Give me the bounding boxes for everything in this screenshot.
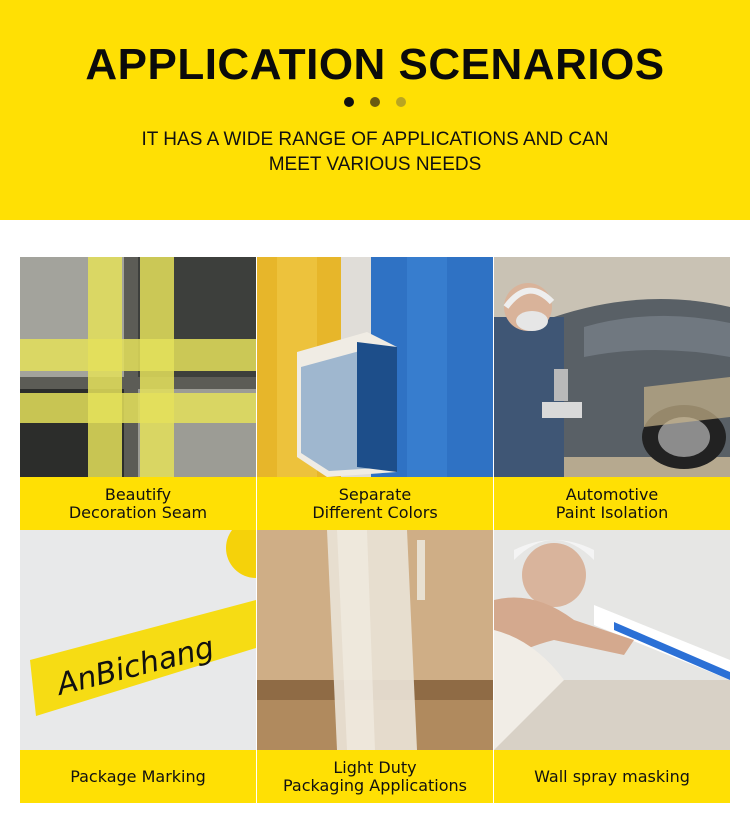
scenario-label-line-1: Package Marking bbox=[70, 766, 206, 786]
scenario-label bbox=[20, 750, 256, 803]
scenario-card-automotive bbox=[494, 257, 730, 530]
scenario-label bbox=[494, 477, 730, 530]
handwriting-text: AnBichang bbox=[53, 629, 218, 703]
scenario-label bbox=[494, 750, 730, 803]
dot-1 bbox=[344, 97, 354, 107]
scenario-card-package-marking bbox=[20, 530, 256, 803]
cardboard-box-image bbox=[257, 530, 493, 750]
scenario-label-line-1: Automotive bbox=[565, 484, 659, 504]
scenario-card-wall-masking bbox=[494, 530, 730, 803]
tape-handwriting-image bbox=[20, 530, 256, 750]
wall-taping-image bbox=[494, 530, 730, 750]
subtitle-line-2: MEET VARIOUS NEEDS bbox=[268, 154, 482, 175]
scenario-label-line-1: Wall spray masking bbox=[534, 766, 690, 786]
header-banner bbox=[0, 0, 750, 220]
scenario-grid bbox=[20, 257, 730, 803]
scenario-label-line-2: Packaging Applications bbox=[282, 775, 468, 795]
page-title: APPLICATION SCENARIOS bbox=[85, 40, 665, 89]
car-painting-image bbox=[494, 257, 730, 477]
subtitle bbox=[0, 127, 750, 177]
subtitle-line-1: IT HAS A WIDE RANGE OF APPLICATIONS AND CAN bbox=[141, 129, 609, 150]
dot-2 bbox=[370, 97, 380, 107]
scenario-label-line-1: Beautify bbox=[104, 484, 172, 504]
floor-tile-seams-image bbox=[20, 257, 256, 477]
scenario-label-line-1: Separate bbox=[338, 484, 412, 504]
decorative-dots bbox=[0, 97, 750, 109]
scenario-label-line-2: Paint Isolation bbox=[555, 502, 669, 522]
scenario-label-line-2: Different Colors bbox=[312, 502, 438, 522]
scenario-label bbox=[257, 750, 493, 803]
dot-3 bbox=[396, 97, 406, 107]
scenario-label-line-2: Decoration Seam bbox=[68, 502, 208, 522]
paint-separation-image bbox=[257, 257, 493, 477]
scenario-label bbox=[20, 477, 256, 530]
scenario-card-decoration-seam bbox=[20, 257, 256, 530]
scenario-card-packaging bbox=[257, 530, 493, 803]
scenario-label-line-1: Light Duty bbox=[333, 757, 417, 777]
scenario-card-separate-colors bbox=[257, 257, 493, 530]
scenario-label bbox=[257, 477, 493, 530]
